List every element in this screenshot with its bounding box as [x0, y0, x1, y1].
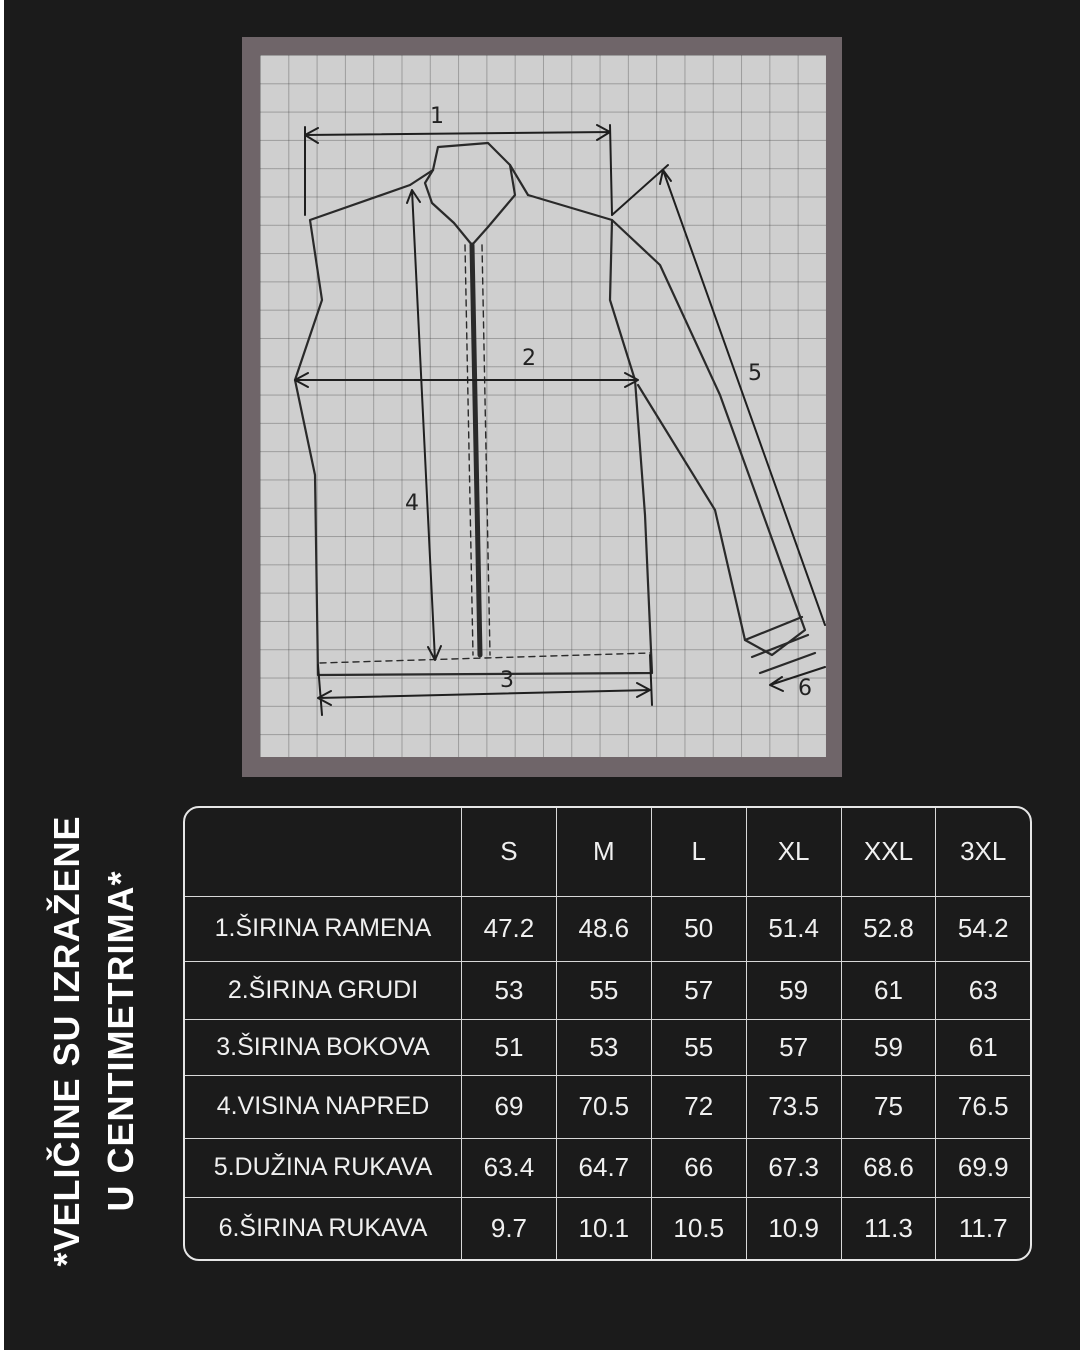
header-cell-l: L — [651, 808, 746, 896]
table-cell: 55 — [651, 1019, 746, 1075]
collar-outline — [425, 143, 515, 245]
measure-line-1 — [305, 125, 612, 215]
sketch-photo-frame — [242, 37, 842, 777]
row-label: 4.VISINA NAPRED — [185, 1075, 462, 1138]
sleeve-outline — [612, 220, 805, 655]
measure-line-2 — [295, 373, 638, 387]
placket-line — [472, 245, 480, 655]
table-cell: 51.4 — [746, 896, 841, 961]
units-note-line-1: *VELIČINE SU IZRAŽENE — [46, 815, 87, 1267]
table-cell: 53 — [462, 961, 557, 1019]
header-cell-s: S — [462, 808, 557, 896]
table-cell: 69.9 — [936, 1138, 1030, 1197]
table-cell: 55 — [556, 961, 651, 1019]
measure-line-3 — [318, 655, 652, 715]
table-cell: 68.6 — [841, 1138, 936, 1197]
table-row — [185, 961, 1030, 1019]
sketch-label-6: 6 — [798, 676, 812, 701]
table-cell: 10.5 — [651, 1197, 746, 1259]
table-row — [185, 1075, 1030, 1138]
table-row — [185, 1019, 1030, 1075]
header-cell-xxl: XXL — [841, 808, 936, 896]
size-chart-table — [183, 806, 1032, 1261]
table-cell: 64.7 — [556, 1138, 651, 1197]
table-header-row — [185, 808, 1030, 896]
sketch-label-4: 4 — [405, 491, 419, 516]
table-cell: 9.7 — [462, 1197, 557, 1259]
table-cell: 59 — [746, 961, 841, 1019]
row-label: 6.ŠIRINA RUKAVA — [185, 1197, 462, 1259]
table-cell: 10.9 — [746, 1197, 841, 1259]
table-cell: 75 — [841, 1075, 936, 1138]
table-row — [185, 1197, 1030, 1259]
table-cell: 63 — [936, 961, 1030, 1019]
sketch-label-3: 3 — [500, 668, 514, 693]
table-row — [185, 896, 1030, 961]
units-note-line-2: U CENTIMETRIMA* — [100, 870, 141, 1212]
table-cell: 59 — [841, 1019, 936, 1075]
table-cell: 76.5 — [936, 1075, 1030, 1138]
table-cell: 50 — [651, 896, 746, 961]
table-cell: 73.5 — [746, 1075, 841, 1138]
row-label: 3.ŠIRINA BOKOVA — [185, 1019, 462, 1075]
table-cell: 72 — [651, 1075, 746, 1138]
table-cell: 54.2 — [936, 896, 1030, 961]
table-cell: 70.5 — [556, 1075, 651, 1138]
measure-line-4 — [407, 190, 441, 660]
shirt-measurement-sketch — [260, 55, 826, 757]
header-cell-3xl: 3XL — [936, 808, 1030, 896]
table-cell: 61 — [936, 1019, 1030, 1075]
table-cell: 10.1 — [556, 1197, 651, 1259]
row-label: 1.ŠIRINA RAMENA — [185, 896, 462, 961]
sketch-label-2: 2 — [522, 346, 536, 371]
table-cell: 67.3 — [746, 1138, 841, 1197]
shirt-sketch-drawing — [260, 55, 826, 757]
table-cell: 48.6 — [556, 896, 651, 961]
table-cell: 57 — [651, 961, 746, 1019]
table-cell: 47.2 — [462, 896, 557, 961]
table-cell: 52.8 — [841, 896, 936, 961]
table-cell: 66 — [651, 1138, 746, 1197]
row-label: 2.ŠIRINA GRUDI — [185, 961, 462, 1019]
table-cell: 51 — [462, 1019, 557, 1075]
hem-stitch — [320, 653, 650, 663]
header-cell-blank — [185, 808, 462, 896]
table-cell: 53 — [556, 1019, 651, 1075]
table-cell: 69 — [462, 1075, 557, 1138]
sketch-label-1: 1 — [430, 104, 444, 129]
table-cell: 11.3 — [841, 1197, 936, 1259]
header-cell-xl: XL — [746, 808, 841, 896]
table-cell: 61 — [841, 961, 936, 1019]
row-label: 5.DUŽINA RUKAVA — [185, 1138, 462, 1197]
sketch-label-5: 5 — [748, 361, 762, 386]
table-cell: 57 — [746, 1019, 841, 1075]
left-edge-line — [0, 0, 4, 1350]
header-cell-m: M — [556, 808, 651, 896]
units-note — [24, 806, 164, 1276]
table-cell: 11.7 — [936, 1197, 1030, 1259]
table-row — [185, 1138, 1030, 1197]
table-cell: 63.4 — [462, 1138, 557, 1197]
